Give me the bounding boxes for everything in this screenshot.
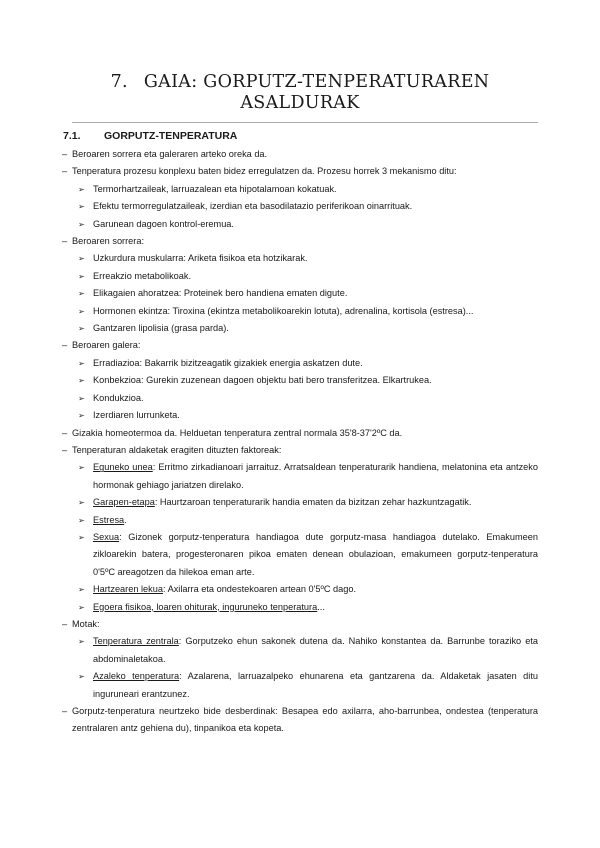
arrow-bullet-icon: ➢ [78, 376, 85, 386]
item-text: . [124, 514, 127, 525]
bullet-list-item [78, 633, 538, 668]
arrow-bullet-icon: ➢ [78, 219, 85, 229]
dash-list-item [62, 233, 538, 250]
item-text: Motak: [72, 618, 100, 629]
document-title [60, 72, 540, 114]
item-text: Uzkurdura muskularra: Ariketa fisikoa eta hotzikarak. [93, 253, 308, 264]
item-text: Gorputz-tenperatura neurtzeko bide desberdinak: Besapea edo axilarra, aho-barrunbea, ondestea (tenperatura zentralaren antz gehiena du), tinpanikoa eta kopeta. [72, 706, 538, 734]
item-text: Beroaren galera: [72, 340, 141, 351]
bullet-list-item [78, 320, 538, 337]
item-text: Beroaren sorrera: [72, 236, 145, 247]
dash-list-item [62, 442, 538, 459]
item-text: : Axilarra eta ondestekoaren artean 0'5ºC dago. [162, 584, 357, 595]
bullet-list-item [78, 581, 538, 598]
item-text: : Erritmo zirkadianoari jarraituz. Arratsaldean tenperaturarik handiena, melatonina eta antzeko hormonak gehiago jariatzen direlako. [93, 462, 539, 490]
bullet-list-item [78, 268, 538, 285]
bullet-list-item [78, 494, 538, 511]
item-label: Garapen-etapa [93, 497, 155, 508]
item-text: ... [317, 601, 325, 612]
arrow-bullet-icon: ➢ [78, 393, 85, 403]
arrow-bullet-icon: ➢ [78, 306, 85, 316]
arrow-bullet-icon: ➢ [78, 324, 85, 334]
item-label: Azaleko tenperatura [93, 671, 180, 682]
title-line-1: GAIA: GORPUTZ-TENPERATURAREN [143, 72, 490, 92]
item-text: Efektu termorregulatzaileak, izerdian eta basodilatazio periferikoan oinarrituak. [93, 201, 413, 212]
arrow-bullet-icon: ➢ [78, 202, 85, 212]
dash-list-item [62, 146, 538, 163]
arrow-bullet-icon: ➢ [78, 289, 85, 299]
arrow-bullet-icon: ➢ [78, 271, 85, 281]
item-text: Erreakzio metabolikoak. [93, 270, 192, 281]
item-text: Gantzaren lipolisia (grasa parda). [93, 323, 229, 334]
item-text: Erradiazioa: Bakarrik bizitzeagatik gizakiek energia askatzen dute. [93, 357, 363, 368]
item-text: Gizakia homeotermoa da. Helduetan tenperatura zentral normala 35'8-37'2ºC da. [72, 427, 403, 438]
bullet-list-item [78, 250, 538, 267]
chapter-number: 7. [110, 72, 128, 92]
item-label: Tenperatura zentrala [93, 636, 179, 647]
bullet-list-item [78, 459, 539, 494]
dash-list-item [62, 337, 538, 354]
item-text: : Azalarena, larruazalpeko ehunarena eta gantzarena da. Aldaketak jasaten ditu inguruneari erantzunez. [93, 671, 538, 699]
bullet-list-item [78, 668, 538, 703]
document-body [62, 146, 538, 738]
arrow-bullet-icon: ➢ [78, 358, 85, 368]
item-label: Estresa [93, 514, 125, 525]
bullet-list-item [78, 372, 538, 389]
item-text: Kondukzioa. [93, 392, 144, 403]
bullet-list-item [78, 303, 538, 320]
bullet-list-item [78, 355, 538, 372]
item-text: Termorhartzaileak, larruazalean eta hipotalamoan kokatuak. [93, 183, 337, 194]
section-heading [63, 130, 237, 142]
item-text: Hormonen ekintza: Tiroxina (ekintza metabolikoarekin lotuta), adrenalina, kortisola (estresa)... [93, 305, 474, 316]
arrow-bullet-icon: ➢ [78, 672, 85, 682]
item-text: : Gizonek gorputz-tenperatura handiagoa dute gorputz-masa handiagoa dutelako. Emakumeen zikloarekin batera, progesteronaren pikoa ematen denean obulazioan, emakumeen gorputz-tenperatura 0'5ºC areagotzen da hilekoa eman arte. [93, 531, 538, 577]
item-label: Sexua [93, 531, 120, 542]
item-label: Eguneko unea [93, 462, 153, 473]
arrow-bullet-icon: ➢ [78, 254, 85, 264]
title-line-2: ASALDURAK [240, 93, 360, 113]
bullet-list-item [78, 216, 538, 233]
dash-list-item [62, 163, 538, 180]
section-title: GORPUTZ-TENPERATURA [104, 130, 238, 142]
arrow-bullet-icon: ➢ [78, 184, 85, 194]
item-text: Konbekzioa: Gurekin zuzenean dagoen objektu bati bero transferitzea. Elkartrukea. [93, 375, 432, 386]
item-text: Tenperaturan aldaketak eragiten dituzten faktoreak: [72, 444, 282, 455]
item-text: Izerdiaren lurrunketa. [93, 410, 180, 421]
bullet-list-item [78, 198, 538, 215]
arrow-bullet-icon: ➢ [78, 515, 85, 525]
bullet-list-item [78, 529, 538, 581]
bullet-list-item [78, 407, 538, 424]
title-divider [72, 122, 538, 123]
arrow-bullet-icon: ➢ [78, 498, 85, 508]
item-text: : Gorputzeko ehun sakonek dutena da. Nahiko konstantea da. Barrunbe toraziko eta abdominaletakoa. [93, 636, 538, 664]
item-text: Garunean dagoen kontrol-eremua. [93, 218, 234, 229]
arrow-bullet-icon: ➢ [78, 411, 85, 421]
arrow-bullet-icon: ➢ [78, 463, 85, 473]
arrow-bullet-icon: ➢ [78, 602, 85, 612]
item-text: Beroaren sorrera eta galeraren arteko oreka da. [72, 149, 268, 159]
arrow-bullet-icon: ➢ [78, 532, 85, 542]
item-text: : Haurtzaroan tenperaturarik handia ematen da bizitzan zehar hazkuntzagatik. [154, 497, 472, 508]
bullet-list-item [78, 512, 538, 529]
bullet-list-item [78, 390, 538, 407]
section-number: 7.1. [63, 130, 81, 142]
bullet-list-item [78, 285, 538, 302]
arrow-bullet-icon: ➢ [78, 585, 85, 595]
dash-list-item [62, 703, 538, 738]
item-text: Tenperatura prozesu konplexu baten bidez erregulatzen da. Prozesu horrek 3 mekanismo ditu: [72, 166, 457, 177]
dash-list-item [62, 616, 538, 633]
arrow-bullet-icon: ➢ [78, 637, 85, 647]
item-label: Egoera fisikoa, loaren ohiturak, inguruneko tenperatura [93, 601, 318, 612]
bullet-list-item [78, 599, 538, 616]
item-text: Elikagaien ahoratzea: Proteinek bero handiena ematen digute. [93, 288, 348, 299]
bullet-list-item [78, 181, 538, 198]
dash-list-item [62, 425, 538, 442]
item-label: Hartzearen lekua [93, 584, 163, 595]
